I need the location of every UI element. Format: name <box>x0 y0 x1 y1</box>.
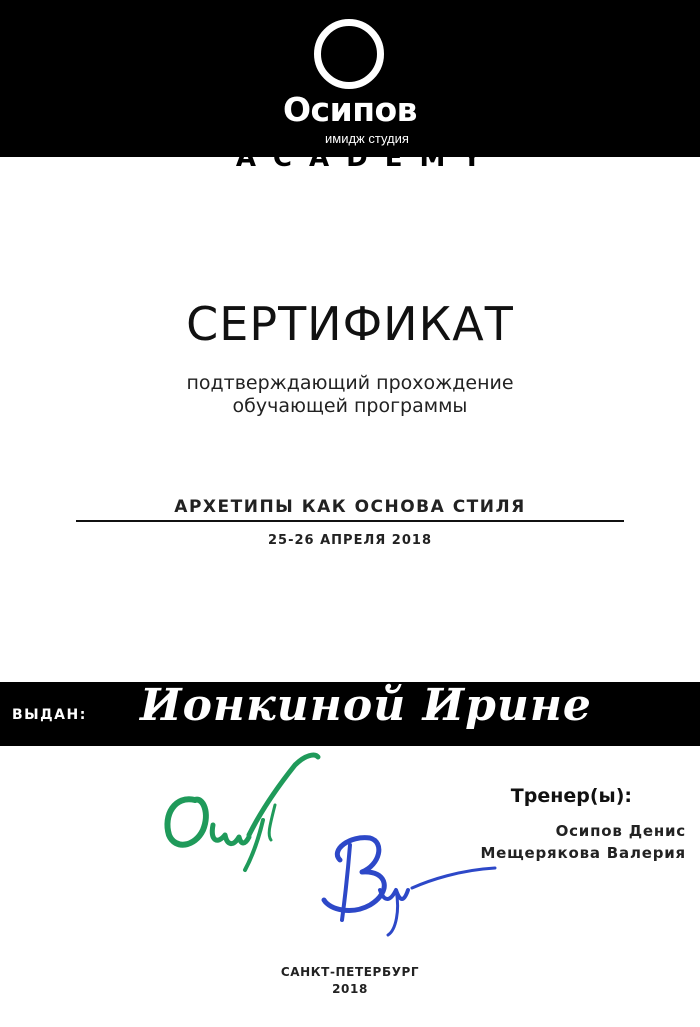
blue-signature-icon <box>300 830 500 940</box>
subtitle-line-1: подтверждающий прохождение <box>186 372 514 394</box>
trainers-label: Тренер(ы): <box>510 785 632 807</box>
program-underline <box>76 520 624 522</box>
program-name: АРХЕТИПЫ КАК ОСНОВА СТИЛЯ <box>174 497 526 517</box>
trainer-name: Осипов Денис <box>555 822 686 840</box>
certificate-subtitle <box>0 372 700 418</box>
subtitle-line-2: обучающей программы <box>232 395 468 417</box>
recipient-name: Ионкиной Ирине <box>140 680 592 731</box>
footer-year: 2018 <box>332 982 368 996</box>
footer <box>0 964 700 998</box>
logo-name: Осипов <box>282 90 418 129</box>
trainer-name: Мещерякова Валерия <box>480 844 686 862</box>
logo-ring-icon <box>314 19 384 89</box>
program-dates: 25-26 АПРЕЛЯ 2018 <box>268 533 432 548</box>
academy-wordmark: ACADEMY <box>235 143 499 167</box>
footer-city: САНКТ-ПЕТЕРБУРГ <box>280 965 420 979</box>
certificate-title: СЕРТИФИКАТ <box>186 297 514 351</box>
header-band <box>0 0 700 157</box>
logo-subtitle: имидж студия <box>325 131 409 146</box>
issued-label: ВЫДАН: <box>12 707 87 723</box>
